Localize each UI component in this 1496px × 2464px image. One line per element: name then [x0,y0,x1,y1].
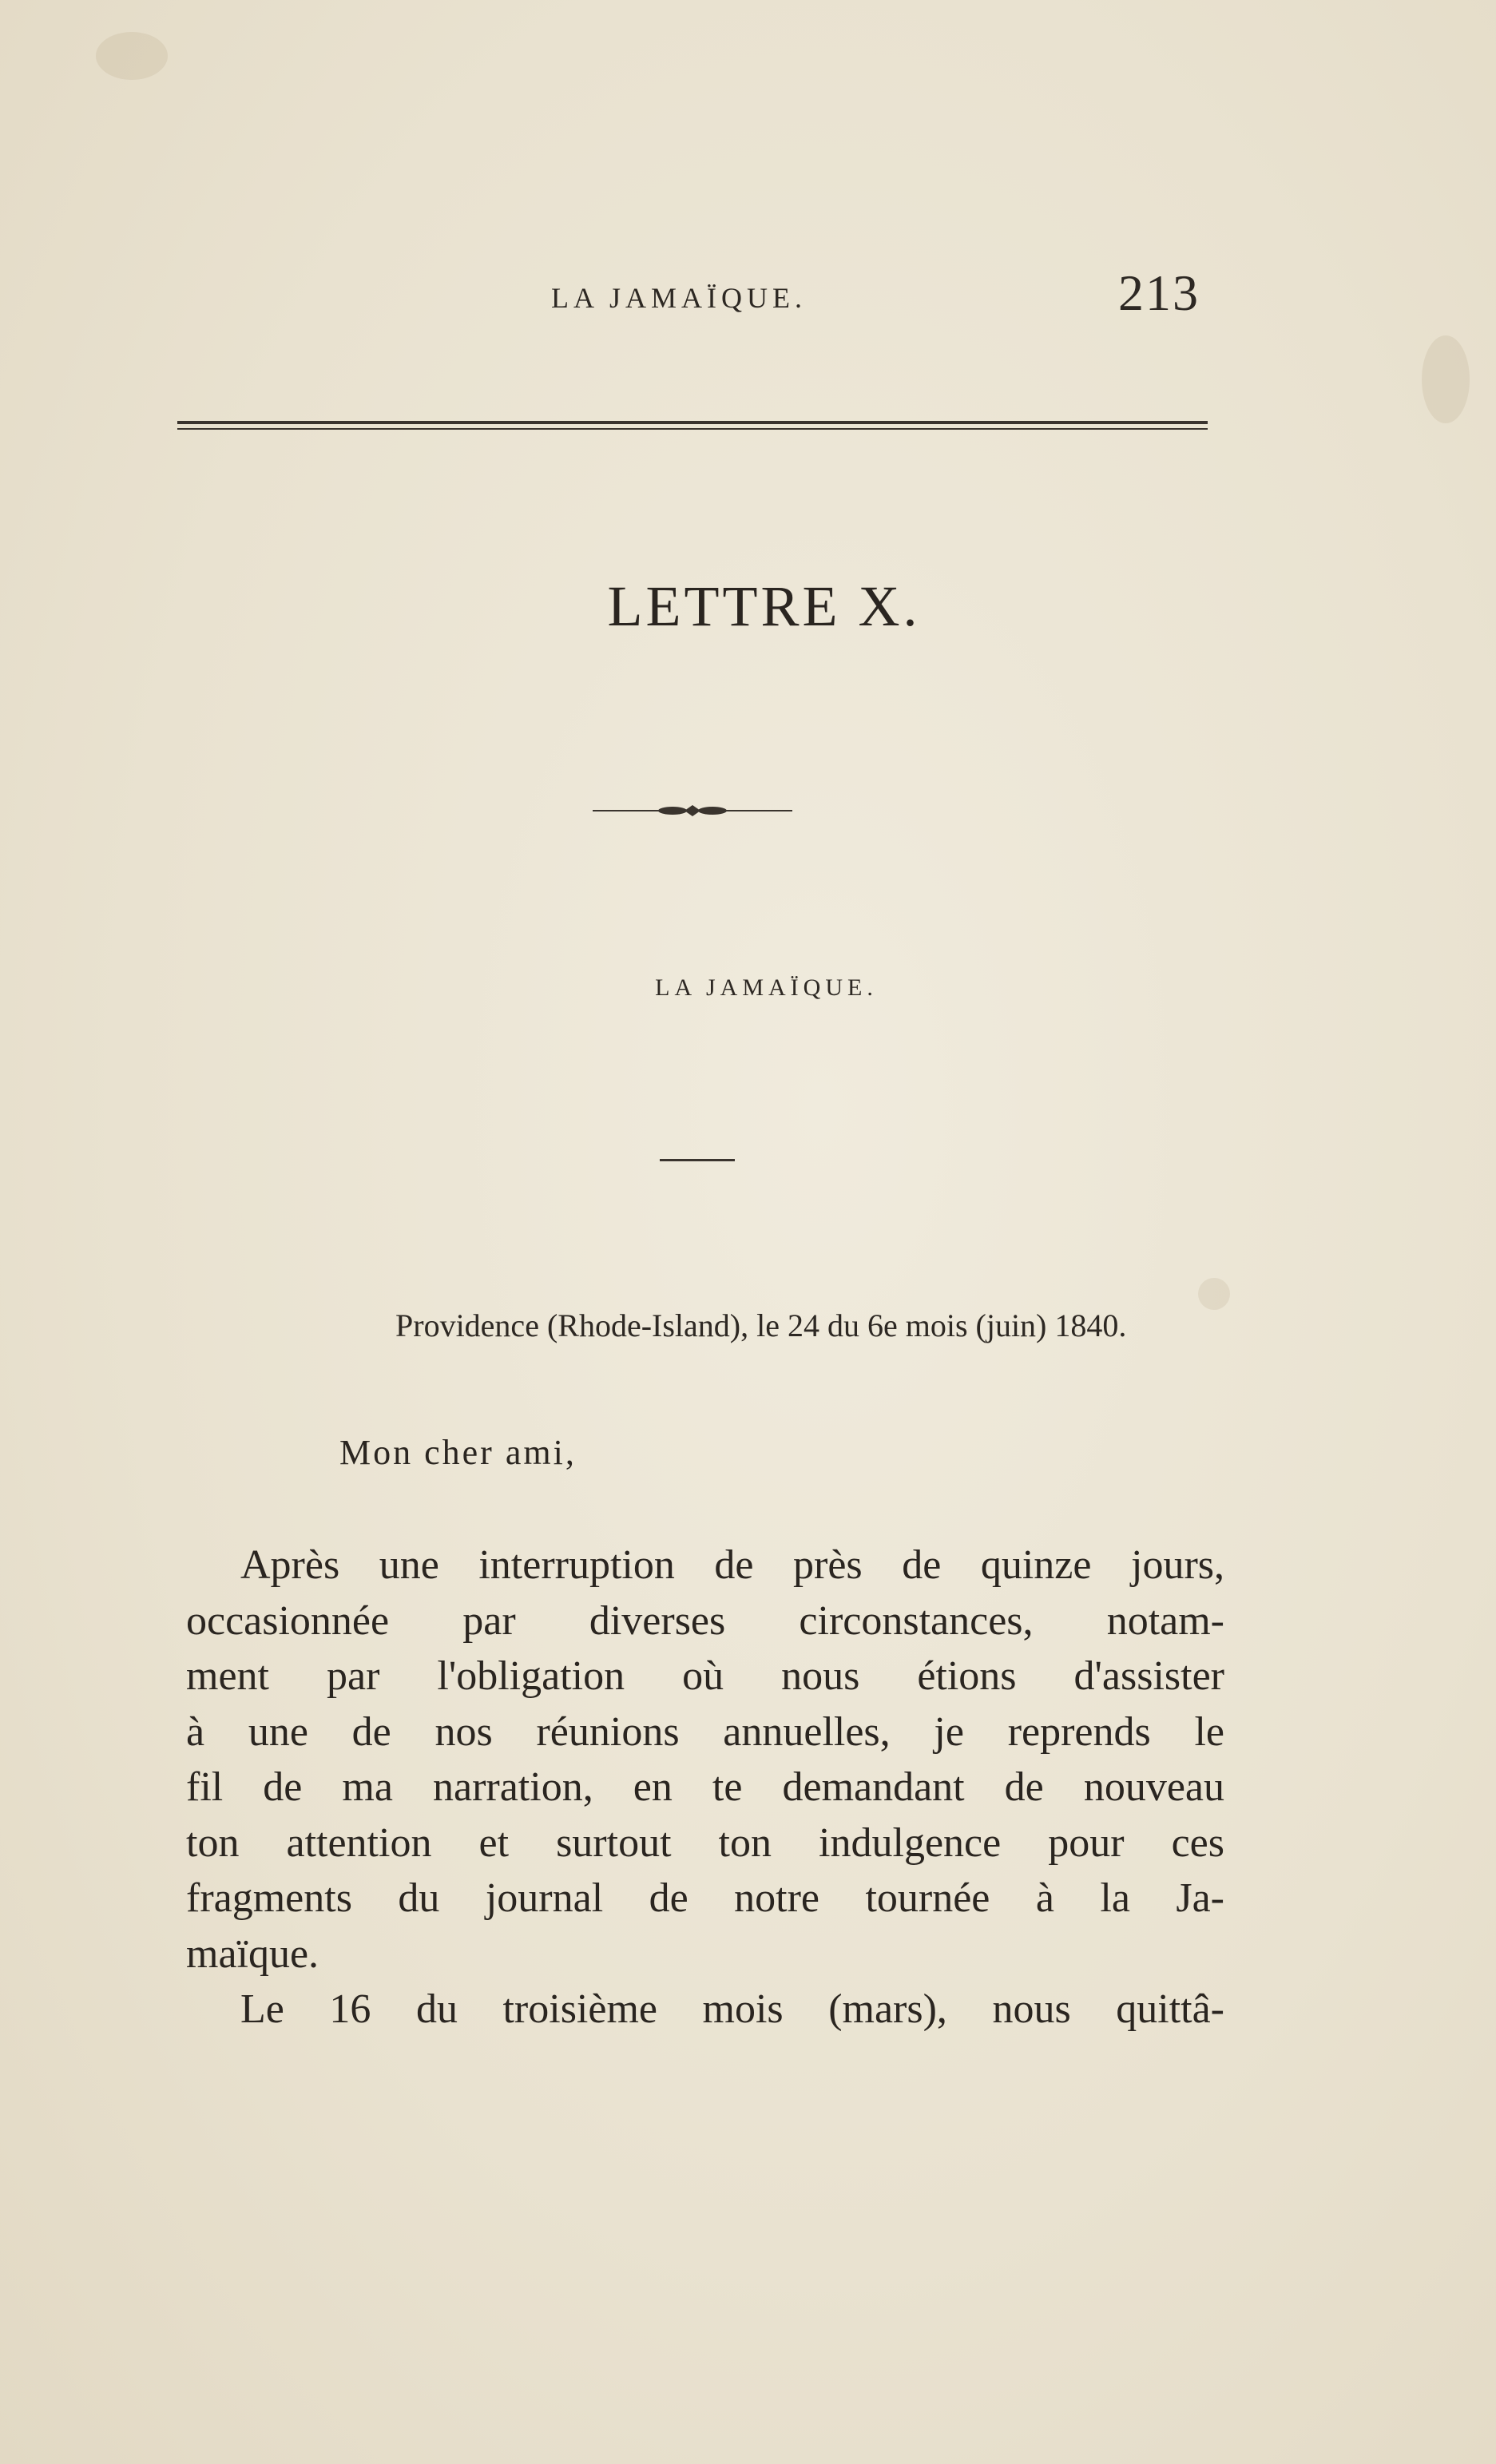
body-line: à une de nos réunions annuelles, je reprends le [186,1708,1224,1755]
paper-stain [1198,1278,1230,1310]
running-head [0,264,1496,327]
body-line: Après une interruption de près de quinze jours, [240,1542,1224,1588]
ornament-divider-icon [593,799,792,823]
body-line: maïque. [186,1930,319,1977]
body-line: ment par l'obligation où nous étions d'assister [186,1653,1224,1699]
chapter-subtitle: LA JAMAÏQUE. [655,974,878,1001]
short-rule [660,1159,735,1161]
header-rule-thin [177,428,1208,430]
page-number: 213 [1118,264,1200,321]
paper-stain [1422,335,1470,423]
salutation: Mon cher ami, [339,1433,577,1472]
body-line: occasionnée par diverses circonstances, notam- [186,1597,1224,1644]
dateline: Providence (Rhode-Island), le 24 du 6e mois (juin) 1840. [395,1307,1127,1343]
body-line: fil de ma narration, en te demandant de nouveau [186,1764,1224,1810]
body-line: fragments du journal de notre tournée à la Ja- [186,1875,1224,1921]
letter-heading: LETTRE X. [607,574,921,638]
paper-stain [96,32,168,80]
body-line: ton attention et surtout ton indulgence pour ces [186,1819,1224,1866]
header-rule-thick [177,421,1208,424]
body-text [186,1538,1224,2037]
header-double-rule [177,421,1208,429]
running-title: LA JAMAÏQUE. [551,282,807,314]
body-line: Le 16 du troisième mois (mars), nous quittâ- [240,1986,1224,2032]
